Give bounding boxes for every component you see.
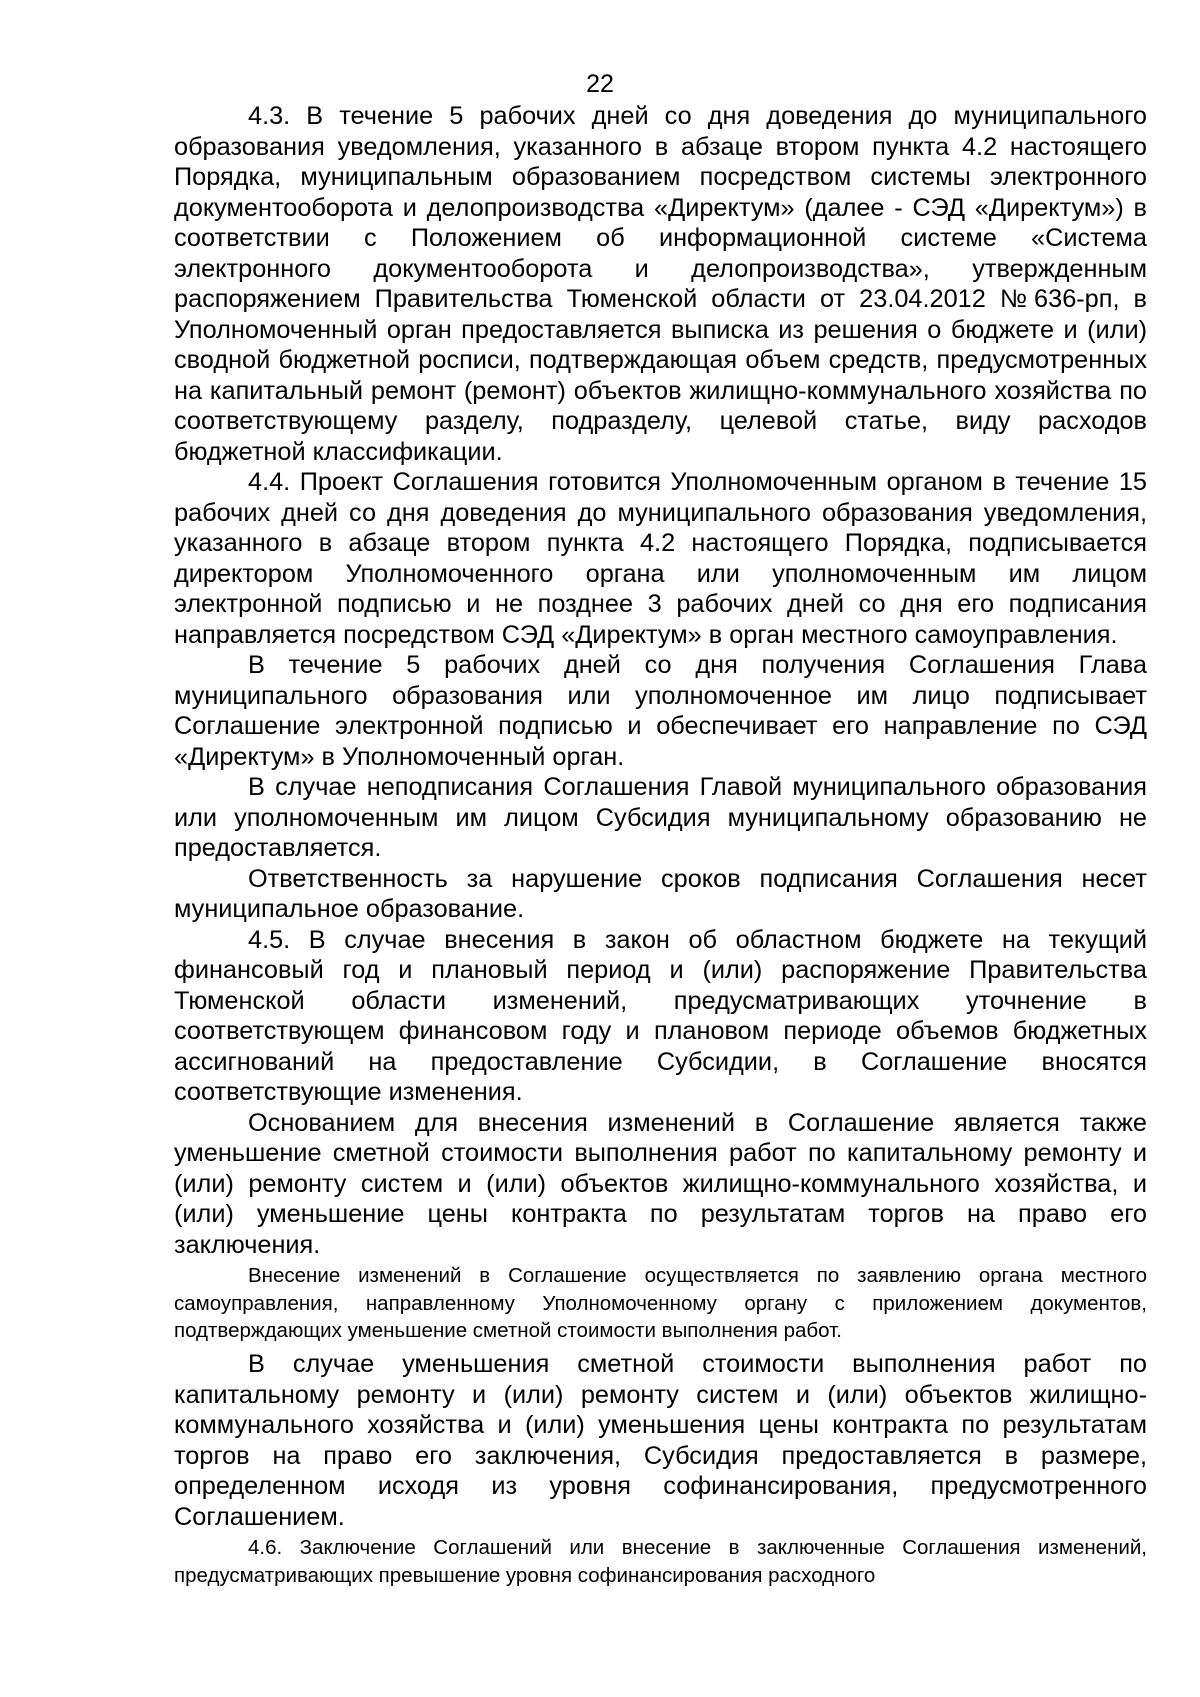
paragraph-non-signing: В случае неподписания Соглашения Главой муниципального образования или уполномоченным им лицом Субсидия муниципальному образованию не предоставляется. bbox=[174, 773, 1147, 862]
paragraph-cost-reduction: В случае уменьшения сметной стоимости выполнения работ по капитальному ремонту и (или) ремонту систем и (или) объектов жилищно-коммунального хозяйства и (или) уменьшения цены контракта по результатам торгов на право его заключения, Субсидия предоставляется в размере, определенном исходя из уровня софинансирования, предусмотренного Соглашением. bbox=[174, 1350, 1147, 1531]
paragraph-4-6: 4.6. Заключение Соглашений или внесение в заключенные Соглашения изменений, предусматривающих превышение уровня софинансирования расходного bbox=[174, 1536, 1147, 1587]
paragraph-responsibility: Ответственность за нарушение сроков подписания Соглашения несет муниципальное образование. bbox=[174, 864, 1147, 923]
paragraph-4-4: 4.4. Проект Соглашения готовится Уполномоченным органом в течение 15 рабочих дней со дня доведения до муниципального образования уведомления, указанного в абзаце втором пункта 4.2 настоящего Порядка, подписывается директором Уполномоченного органа или уполномоченным им лицом электронной подписью и не позднее 3 рабочих дней со дня его подписания направляется посредством СЭД «Директум» в орган местного самоуправления. bbox=[174, 468, 1147, 649]
paragraph-4-5: 4.5. В случае внесения в закон об областном бюджете на текущий финансовый год и плановый период и (или) распоряжение Правительства Тюменской области изменений, предусматривающих уточнение в соответствующем финансовом году и плановом периоде объемов бюджетных ассигнований на предоставление Субсидии, в Соглашение вносятся соответствующие изменения. bbox=[174, 925, 1147, 1106]
page-number: 22 bbox=[586, 70, 614, 98]
paragraph-signing-by-head: В течение 5 рабочих дней со дня получения Соглашения Глава муниципального образования или уполномоченное им лицо подписывает Соглашение электронной подписью и обеспечивает его направление по СЭД «Директум» в Уполномоченный орган. bbox=[174, 651, 1147, 771]
paragraph-changes-application: Внесение изменений в Соглашение осуществляется по заявлению органа местного самоуправления, направленному Уполномоченному органу с приложением документов, подтверждающих уменьшение сметной стоимости выполнения работ. bbox=[174, 1264, 1147, 1343]
paragraph-grounds-for-changes: Основанием для внесения изменений в Соглашение является также уменьшение сметной стоимости выполнения работ по капитальному ремонту и (или) ремонту систем и (или) объектов жилищно-коммунального хозяйства, и (или) уменьшение цены контракта по результатам торгов на право его заключения. bbox=[174, 1108, 1147, 1259]
document-body bbox=[174, 101, 1147, 1594]
paragraph-4-3: 4.3. В течение 5 рабочих дней со дня доведения до муниципального образования уведомления, указанного в абзаце втором пункта 4.2 настоящего Порядка, муниципальным образованием посредством системы электронного документооборота и делопроизводства «Директум» (далее - СЭД «Директум») в соответствии с Положением об информационной системе «Система электронного документооборота и делопроизводства», утвержденным распоряжением Правительства Тюменской области от 23.04.2012 №636-рп, в Уполномоченный орган предоставляется выписка из решения о бюджете и (или) сводной бюджетной росписи, подтверждающая объем средств, предусмотренных на капитальный ремонт (ремонт) объектов жилищно-коммунального хозяйства по соответствующему разделу, подразделу, целевой статье, виду расходов бюджетной классификации. bbox=[174, 102, 1147, 466]
